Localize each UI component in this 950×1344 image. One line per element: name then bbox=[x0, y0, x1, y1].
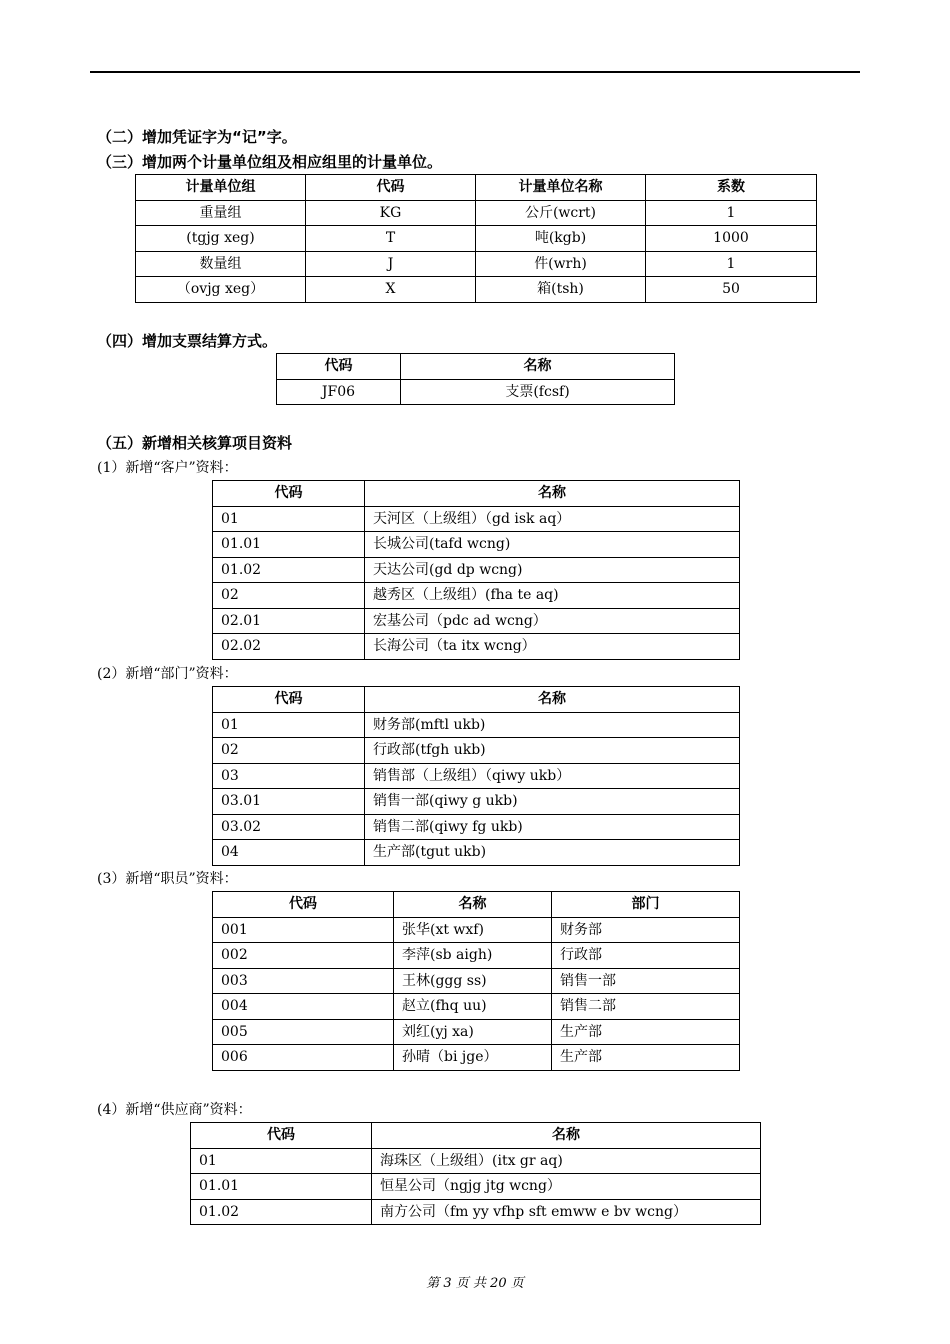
cell-name: 孙晴（bi jge） bbox=[394, 1045, 552, 1071]
header-cell: 名称 bbox=[365, 687, 740, 713]
cell-name: 刘红(yj xa) bbox=[394, 1019, 552, 1045]
cell-name: 天河区（上级组）（gd isk aq） bbox=[365, 506, 740, 532]
cell-name: 销售二部(qiwy fg ukb) bbox=[365, 814, 740, 840]
cell-code: 02 bbox=[213, 738, 365, 764]
table-row bbox=[213, 712, 740, 738]
table-row bbox=[213, 557, 740, 583]
header-cell: 名称 bbox=[394, 892, 552, 918]
table-row bbox=[213, 738, 740, 764]
cell-code: JF06 bbox=[277, 379, 401, 405]
table-row bbox=[191, 1199, 761, 1225]
cell-name: 天达公司(gd dp wcng) bbox=[365, 557, 740, 583]
section-3-heading: （三）增加两个计量单位组及相应组里的计量单位。 bbox=[97, 153, 443, 171]
section-2-heading: （二）增加凭证字为“记”字。 bbox=[97, 128, 297, 146]
group-abbr: (tgjg xeg) bbox=[136, 226, 306, 252]
unit-factor: 1 bbox=[646, 251, 817, 277]
unit-name: 箱(tsh) bbox=[476, 277, 646, 303]
table-header-row bbox=[213, 481, 740, 507]
group-name: 数量组 bbox=[136, 251, 306, 277]
cell-code: 02 bbox=[213, 583, 365, 609]
employees-table bbox=[212, 891, 740, 1071]
cell-name: 海珠区（上级组）(itx gr aq) bbox=[372, 1148, 761, 1174]
cell-name: 生产部(tgut ukb) bbox=[365, 840, 740, 866]
cell-name: 支票(fcsf) bbox=[401, 379, 675, 405]
table-row bbox=[213, 1019, 740, 1045]
suppliers-title: (4）新增“供应商”资料： bbox=[97, 1102, 252, 1118]
header-cell: 名称 bbox=[365, 481, 740, 507]
cell-code: 01.01 bbox=[213, 532, 365, 558]
cell-name: 南方公司（fm yy vfhp sft emww e bv wcng） bbox=[372, 1199, 761, 1225]
table-row bbox=[136, 226, 817, 252]
unit-name: 吨(kgb) bbox=[476, 226, 646, 252]
page-footer: 第 3 页 共 20 页 bbox=[426, 1276, 524, 1291]
header-cell: 名称 bbox=[372, 1123, 761, 1149]
header-cell: 部门 bbox=[552, 892, 740, 918]
table-row bbox=[213, 532, 740, 558]
table-row bbox=[213, 634, 740, 660]
cell-name: 越秀区（上级组）(fha te aq) bbox=[365, 583, 740, 609]
header-cell: 代码 bbox=[213, 687, 365, 713]
cell-code: 02.01 bbox=[213, 608, 365, 634]
employees-title: (3）新增“职员”资料： bbox=[97, 871, 238, 887]
section-5-heading: （五）新增相关核算项目资料 bbox=[97, 434, 293, 452]
cell-name: 张华(xt wxf) bbox=[394, 917, 552, 943]
table-header-row bbox=[213, 892, 740, 918]
cell-code: 005 bbox=[213, 1019, 394, 1045]
group-abbr: （ovjg xeg） bbox=[136, 277, 306, 303]
units-table bbox=[135, 174, 817, 303]
cell-code: 002 bbox=[213, 943, 394, 969]
table-row bbox=[191, 1148, 761, 1174]
cell-code: 04 bbox=[213, 840, 365, 866]
unit-name: 件(wrh) bbox=[476, 251, 646, 277]
cell-code: 03 bbox=[213, 763, 365, 789]
cell-code: 03.01 bbox=[213, 789, 365, 815]
cell-department: 生产部 bbox=[552, 1019, 740, 1045]
cell-name: 王林(ggg ss) bbox=[394, 968, 552, 994]
table-row bbox=[213, 814, 740, 840]
table-header-row bbox=[136, 175, 817, 201]
table-header-row bbox=[277, 354, 675, 380]
header-rule bbox=[90, 71, 860, 73]
table-row bbox=[191, 1174, 761, 1200]
cell-code: 01 bbox=[213, 712, 365, 738]
customers-table bbox=[212, 480, 740, 660]
cell-department: 销售二部 bbox=[552, 994, 740, 1020]
cell-department: 生产部 bbox=[552, 1045, 740, 1071]
table-row bbox=[213, 943, 740, 969]
table-row bbox=[213, 840, 740, 866]
cell-department: 销售一部 bbox=[552, 968, 740, 994]
departments-title: (2）新增“部门”资料： bbox=[97, 666, 238, 682]
table-row bbox=[136, 251, 817, 277]
unit-code: KG bbox=[306, 200, 476, 226]
settlement-table bbox=[276, 353, 675, 405]
header-cell: 计量单位名称 bbox=[476, 175, 646, 201]
table-row bbox=[136, 277, 817, 303]
unit-code: T bbox=[306, 226, 476, 252]
unit-code: X bbox=[306, 277, 476, 303]
table-row bbox=[277, 379, 675, 405]
group-name: 重量组 bbox=[136, 200, 306, 226]
table-row bbox=[213, 789, 740, 815]
unit-factor: 50 bbox=[646, 277, 817, 303]
cell-code: 01 bbox=[213, 506, 365, 532]
cell-name: 长海公司（ta itx wcng） bbox=[365, 634, 740, 660]
table-row bbox=[213, 763, 740, 789]
table-row bbox=[213, 1045, 740, 1071]
header-cell: 代码 bbox=[306, 175, 476, 201]
unit-factor: 1 bbox=[646, 200, 817, 226]
header-cell: 名称 bbox=[401, 354, 675, 380]
header-cell: 系数 bbox=[646, 175, 817, 201]
header-cell: 代码 bbox=[277, 354, 401, 380]
cell-name: 行政部(tfgh ukb) bbox=[365, 738, 740, 764]
cell-name: 宏基公司（pdc ad wcng） bbox=[365, 608, 740, 634]
cell-name: 长城公司(tafd wcng) bbox=[365, 532, 740, 558]
header-cell: 代码 bbox=[213, 892, 394, 918]
cell-department: 财务部 bbox=[552, 917, 740, 943]
cell-code: 02.02 bbox=[213, 634, 365, 660]
cell-code: 01.02 bbox=[213, 557, 365, 583]
cell-code: 01.01 bbox=[191, 1174, 372, 1200]
cell-name: 财务部(mftl ukb) bbox=[365, 712, 740, 738]
unit-name: 公斤(wcrt) bbox=[476, 200, 646, 226]
cell-name: 销售一部(qiwy g ukb) bbox=[365, 789, 740, 815]
departments-table bbox=[212, 686, 740, 866]
table-row bbox=[213, 608, 740, 634]
customers-title: (1）新增“客户”资料： bbox=[97, 460, 238, 476]
table-row bbox=[213, 968, 740, 994]
table-header-row bbox=[213, 687, 740, 713]
table-row bbox=[213, 994, 740, 1020]
cell-name: 销售部（上级组）（qiwy ukb） bbox=[365, 763, 740, 789]
table-row bbox=[213, 917, 740, 943]
table-row bbox=[136, 200, 817, 226]
section-4-heading: （四）增加支票结算方式。 bbox=[97, 332, 278, 350]
header-cell: 计量单位组 bbox=[136, 175, 306, 201]
table-header-row bbox=[191, 1123, 761, 1149]
unit-code: J bbox=[306, 251, 476, 277]
cell-code: 004 bbox=[213, 994, 394, 1020]
cell-code: 01 bbox=[191, 1148, 372, 1174]
cell-code: 001 bbox=[213, 917, 394, 943]
cell-code: 006 bbox=[213, 1045, 394, 1071]
cell-code: 03.02 bbox=[213, 814, 365, 840]
cell-code: 01.02 bbox=[191, 1199, 372, 1225]
cell-name: 李萍(sb aigh) bbox=[394, 943, 552, 969]
cell-code: 003 bbox=[213, 968, 394, 994]
header-cell: 代码 bbox=[191, 1123, 372, 1149]
cell-name: 赵立(fhq uu) bbox=[394, 994, 552, 1020]
table-row bbox=[213, 506, 740, 532]
header-cell: 代码 bbox=[213, 481, 365, 507]
table-row bbox=[213, 583, 740, 609]
unit-factor: 1000 bbox=[646, 226, 817, 252]
cell-department: 行政部 bbox=[552, 943, 740, 969]
suppliers-table bbox=[190, 1122, 761, 1225]
cell-name: 恒星公司（ngjg jtg wcng） bbox=[372, 1174, 761, 1200]
